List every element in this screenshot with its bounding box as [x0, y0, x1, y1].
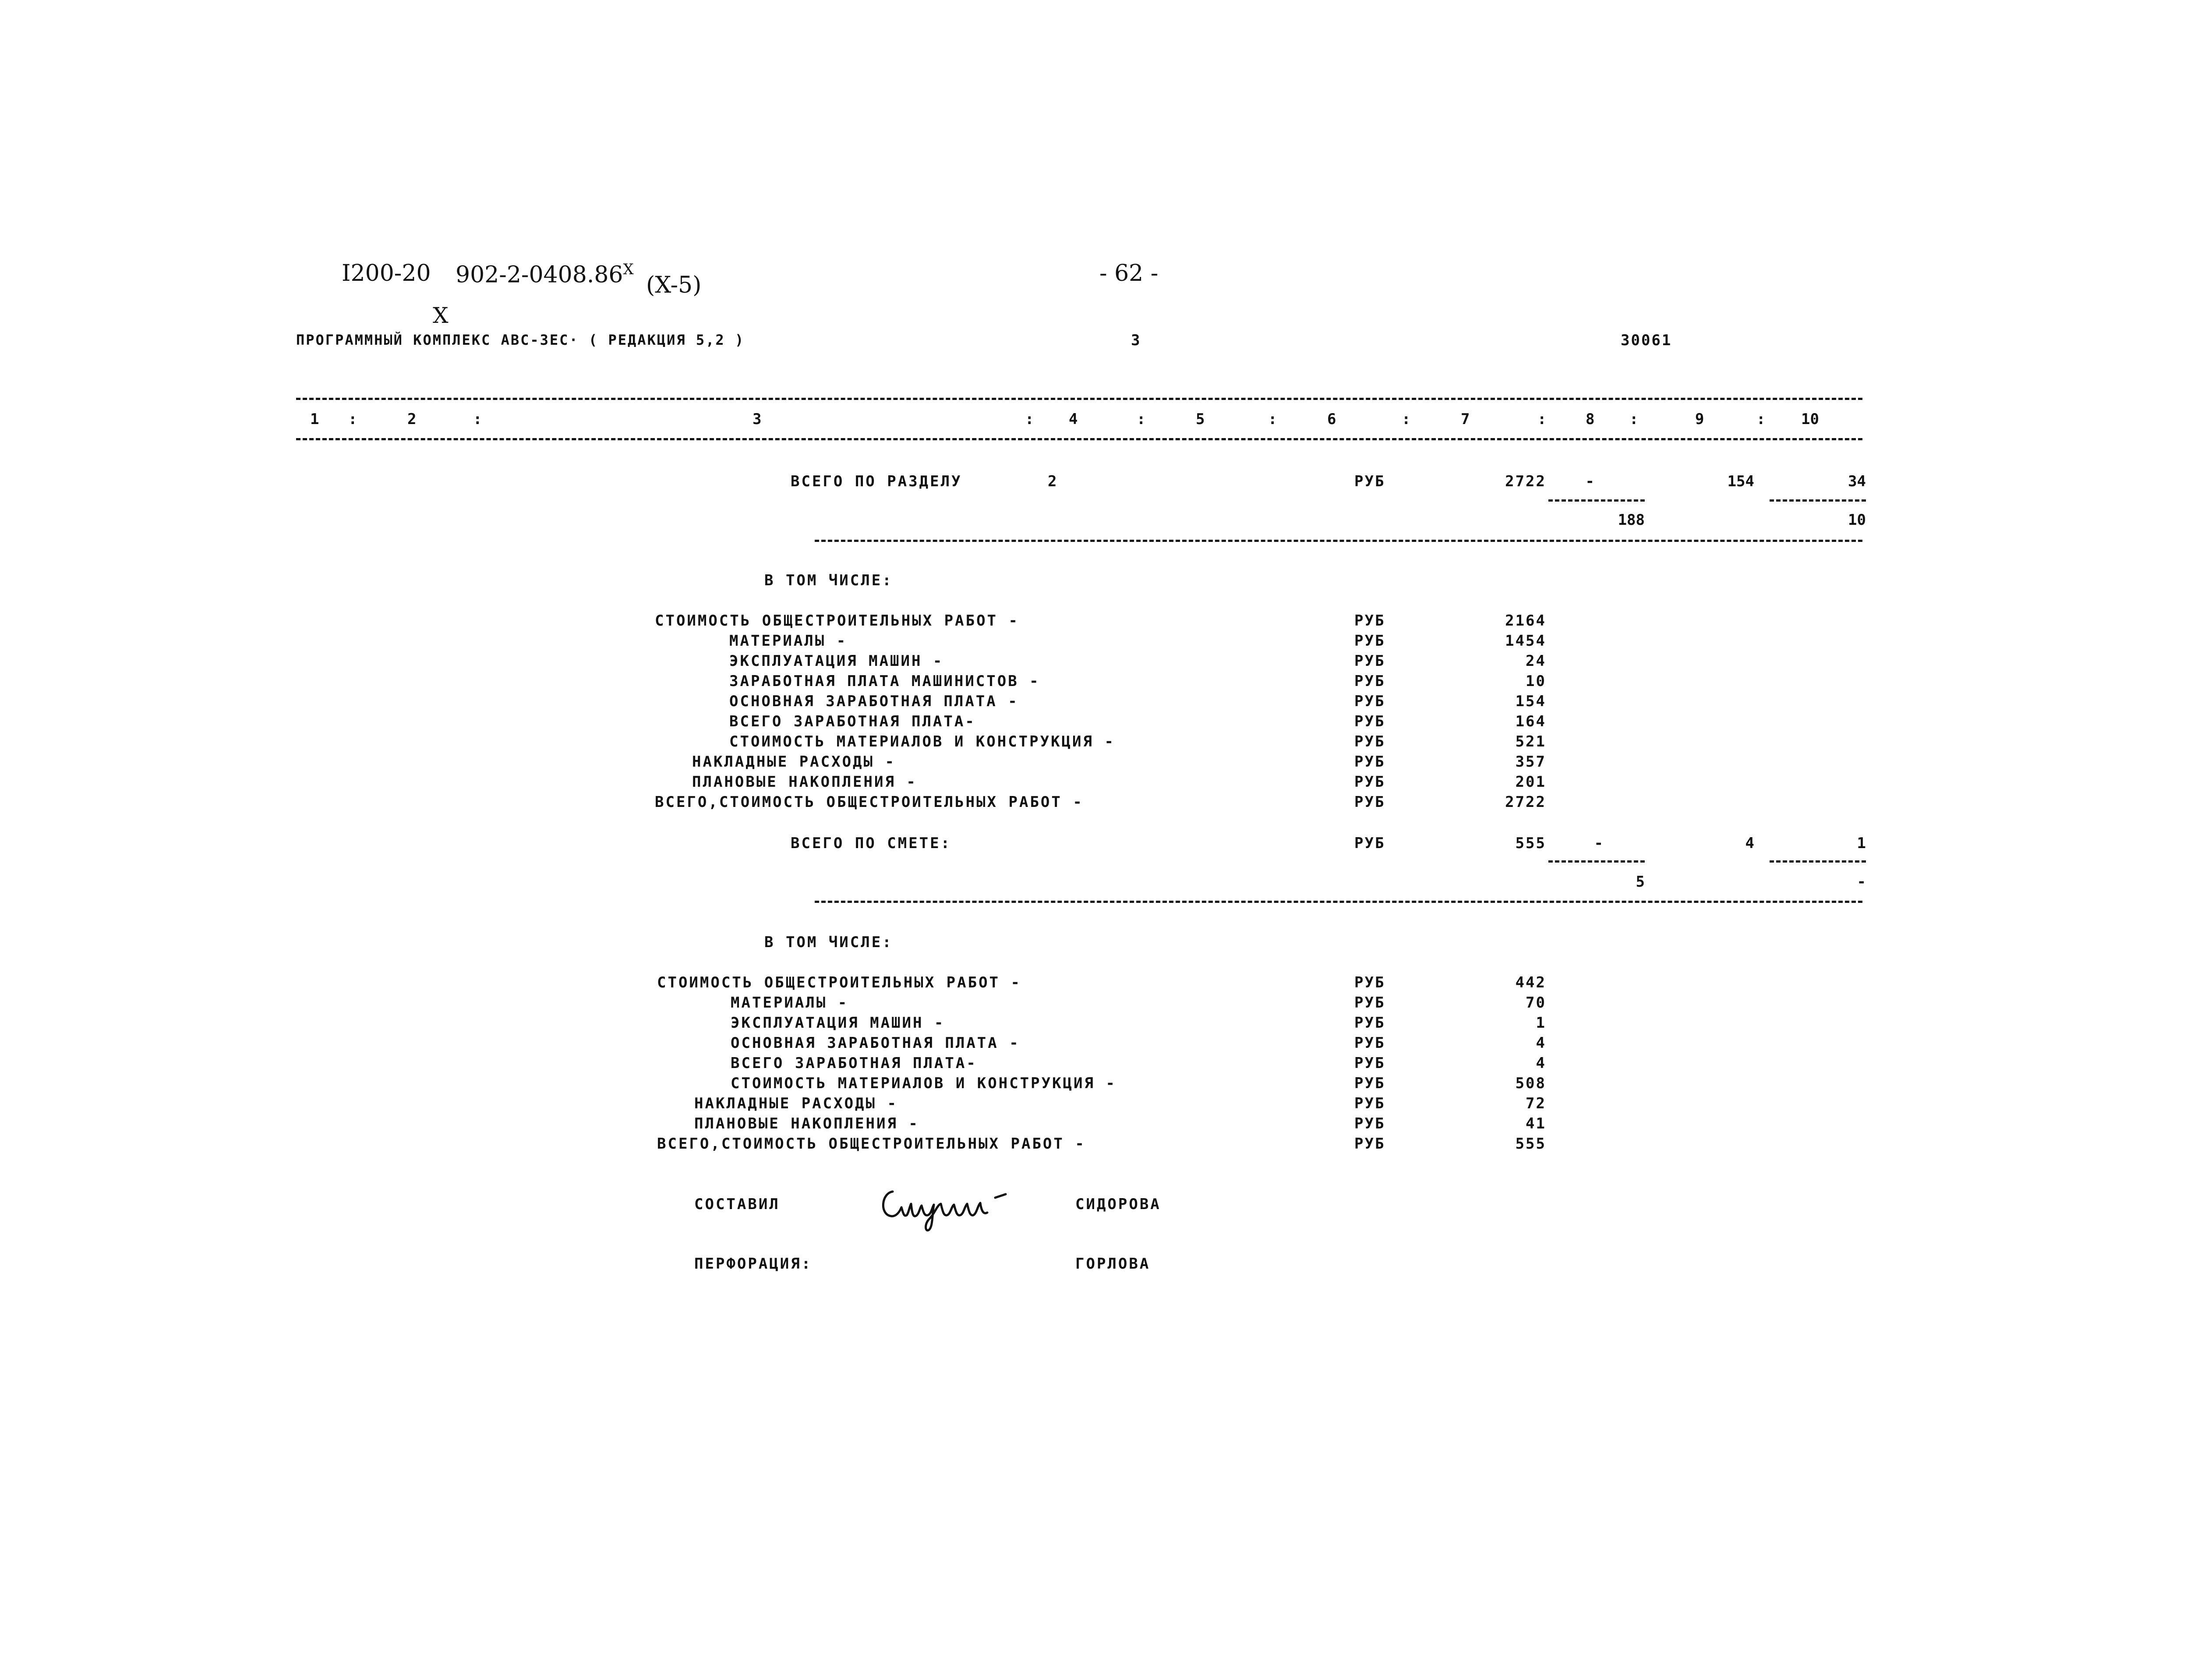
estimate-including-label: В ТОМ ЧИСЛЕ:: [764, 934, 893, 951]
perforation-label: ПЕРФОРАЦИЯ:: [694, 1255, 813, 1273]
section-total-col8: -: [1585, 473, 1594, 490]
estimate-total-col10: 1: [1857, 835, 1866, 852]
breakdown-amount: 2722: [1505, 793, 1546, 811]
column-separator: :: [1756, 410, 1766, 428]
table-top-rule: [296, 398, 1862, 400]
breakdown-label: МАТЕРИАЛЫ -: [729, 632, 848, 650]
breakdown-label: ЗАРАБОТНАЯ ПЛАТА МАШИНИСТОВ -: [729, 672, 1040, 690]
doc-number: I200-20: [342, 260, 431, 286]
compiled-name: СИДОРОВА: [1075, 1195, 1161, 1213]
breakdown-label: ОСНОВНАЯ ЗАРАБОТНАЯ ПЛАТА -: [729, 693, 1019, 710]
column-number-5: 5: [1196, 410, 1205, 428]
breakdown-amount: 555: [1515, 1135, 1546, 1153]
estimate-total-rule: [815, 901, 1862, 903]
breakdown-label: ПЛАНОВЫЕ НАКОПЛЕНИЯ -: [694, 1115, 919, 1132]
breakdown-label: НАКЛАДНЫЕ РАСХОДЫ -: [692, 753, 896, 771]
breakdown-label: ВСЕГО,СТОИМОСТЬ ОБЩЕСТРОИТЕЛЬНЫХ РАБОТ -: [655, 793, 1084, 811]
breakdown-label: СТОИМОСТЬ МАТЕРИАЛОВ И КОНСТРУКЦИЯ -: [731, 1075, 1116, 1092]
section-total-col9: 154: [1727, 473, 1754, 490]
breakdown-amount: 201: [1515, 773, 1546, 791]
breakdown-unit: РУБ: [1354, 713, 1385, 730]
column-number-3: 3: [753, 410, 762, 428]
perforation-name: ГОРЛОВА: [1075, 1255, 1151, 1273]
breakdown-label: СТОИМОСТЬ ОБЩЕСТРОИТЕЛЬНЫХ РАБОТ -: [655, 612, 1019, 630]
breakdown-amount: 1454: [1505, 632, 1546, 650]
estimate-total-label: ВСЕГО ПО СМЕТЕ:: [791, 835, 952, 852]
breakdown-label: ВСЕГО,СТОИМОСТЬ ОБЩЕСТРОИТЕЛЬНЫХ РАБОТ -: [657, 1135, 1086, 1153]
breakdown-amount: 10: [1526, 672, 1546, 690]
mark-x: X: [433, 303, 449, 328]
estimate-total-col10-sub: -: [1857, 873, 1866, 891]
column-number-4: 4: [1069, 410, 1078, 428]
breakdown-unit: РУБ: [1354, 672, 1385, 690]
section-total-unit: РУБ: [1354, 473, 1385, 490]
project-code-superscript: X: [623, 261, 634, 278]
breakdown-unit: РУБ: [1354, 612, 1385, 630]
column-separator: :: [1402, 410, 1411, 428]
breakdown-label: МАТЕРИАЛЫ -: [731, 994, 849, 1012]
section-including-label: В ТОМ ЧИСЛЕ:: [764, 572, 893, 589]
signature-dash: [995, 1194, 1006, 1198]
breakdown-amount: 2164: [1505, 612, 1546, 630]
breakdown-amount: 154: [1515, 693, 1546, 710]
breakdown-amount: 508: [1515, 1075, 1546, 1092]
variant-label: (X-5): [646, 272, 702, 298]
column-separator: :: [1025, 410, 1034, 428]
breakdown-unit: РУБ: [1354, 793, 1385, 811]
breakdown-amount: 1: [1536, 1014, 1546, 1032]
section-number: 2: [1048, 473, 1059, 490]
column-separator: :: [473, 410, 482, 428]
program-title: ПРОГРАММНЫЙ КОМПЛЕКС АВС-3ЕС· ( РЕДАКЦИЯ 5,2 ): [296, 332, 745, 348]
breakdown-amount: 442: [1515, 974, 1546, 991]
column-number-7: 7: [1461, 410, 1470, 428]
column-number-1: 1: [310, 410, 319, 428]
signature: [876, 1178, 1025, 1235]
breakdown-label: ПЛАНОВЫЕ НАКОПЛЕНИЯ -: [692, 773, 917, 791]
estimate-total-col8-sub: 5: [1636, 873, 1645, 891]
column-separator: :: [1137, 410, 1146, 428]
col10-subrule: [1770, 499, 1866, 502]
breakdown-unit: РУБ: [1354, 974, 1385, 991]
breakdown-amount: 41: [1526, 1115, 1546, 1132]
breakdown-label: НАКЛАДНЫЕ РАСХОДЫ -: [694, 1095, 898, 1112]
section-total-col8-sub: 188: [1618, 511, 1645, 529]
section-total-col10: 34: [1848, 473, 1866, 490]
column-separator: :: [348, 410, 357, 428]
breakdown-unit: РУБ: [1354, 693, 1385, 710]
column-separator: :: [1537, 410, 1547, 428]
breakdown-unit: РУБ: [1354, 1014, 1385, 1032]
breakdown-label: ОСНОВНАЯ ЗАРАБОТНАЯ ПЛАТА -: [731, 1034, 1020, 1052]
breakdown-unit: РУБ: [1354, 1075, 1385, 1092]
column-number-8: 8: [1586, 410, 1595, 428]
col8-subrule: [1548, 860, 1645, 863]
breakdown-unit: РУБ: [1354, 632, 1385, 650]
estimate-total-col8: -: [1594, 835, 1603, 852]
section-total-amount: 2722: [1505, 473, 1546, 490]
breakdown-amount: 70: [1526, 994, 1546, 1012]
breakdown-unit: РУБ: [1354, 1054, 1385, 1072]
program-id: 30061: [1621, 332, 1672, 349]
breakdown-amount: 72: [1526, 1095, 1546, 1112]
breakdown-unit: РУБ: [1354, 1095, 1385, 1112]
breakdown-unit: РУБ: [1354, 753, 1385, 771]
estimate-total-unit: РУБ: [1354, 835, 1385, 852]
breakdown-amount: 164: [1515, 713, 1546, 730]
breakdown-label: СТОИМОСТЬ МАТЕРИАЛОВ И КОНСТРУКЦИЯ -: [729, 733, 1115, 750]
page-number: - 62 -: [1099, 260, 1159, 286]
breakdown-unit: РУБ: [1354, 1135, 1385, 1153]
compiled-label: СОСТАВИЛ: [694, 1195, 780, 1213]
column-separator: :: [1629, 410, 1639, 428]
breakdown-unit: РУБ: [1354, 1034, 1385, 1052]
breakdown-amount: 24: [1526, 652, 1546, 670]
breakdown-unit: РУБ: [1354, 652, 1385, 670]
estimate-total-amount: 555: [1515, 835, 1546, 852]
breakdown-label: ЭКСПЛУАТАЦИЯ МАШИН -: [731, 1014, 945, 1032]
column-number-2: 2: [407, 410, 417, 428]
breakdown-label: ЭКСПЛУАТАЦИЯ МАШИН -: [729, 652, 944, 670]
breakdown-label: СТОИМОСТЬ ОБЩЕСТРОИТЕЛЬНЫХ РАБОТ -: [657, 974, 1021, 991]
program-code: 3: [1131, 332, 1141, 349]
breakdown-unit: РУБ: [1354, 733, 1385, 750]
column-number-9: 9: [1695, 410, 1704, 428]
breakdown-unit: РУБ: [1354, 773, 1385, 791]
col8-subrule: [1548, 499, 1645, 502]
project-code-text: 902-2-0408.86: [456, 262, 623, 288]
section-total-label: ВСЕГО ПО РАЗДЕЛУ: [791, 473, 962, 490]
signature-stroke: [883, 1192, 987, 1231]
column-separator: :: [1268, 410, 1277, 428]
project-code: [456, 262, 634, 286]
breakdown-unit: РУБ: [1354, 1115, 1385, 1132]
column-number-10: 10: [1801, 410, 1819, 428]
column-number-6: 6: [1327, 410, 1336, 428]
breakdown-label: ВСЕГО ЗАРАБОТНАЯ ПЛАТА-: [731, 1054, 977, 1072]
section-total-col10-sub: 10: [1848, 511, 1866, 529]
breakdown-amount: 4: [1536, 1034, 1546, 1052]
breakdown-amount: 521: [1515, 733, 1546, 750]
estimate-total-col9: 4: [1745, 835, 1754, 852]
section-total-rule: [815, 540, 1862, 542]
breakdown-unit: РУБ: [1354, 994, 1385, 1012]
breakdown-amount: 4: [1536, 1054, 1546, 1072]
breakdown-label: ВСЕГО ЗАРАБОТНАЯ ПЛАТА-: [729, 713, 976, 730]
breakdown-amount: 357: [1515, 753, 1546, 771]
table-header-rule: [296, 438, 1862, 440]
col10-subrule: [1770, 860, 1866, 863]
